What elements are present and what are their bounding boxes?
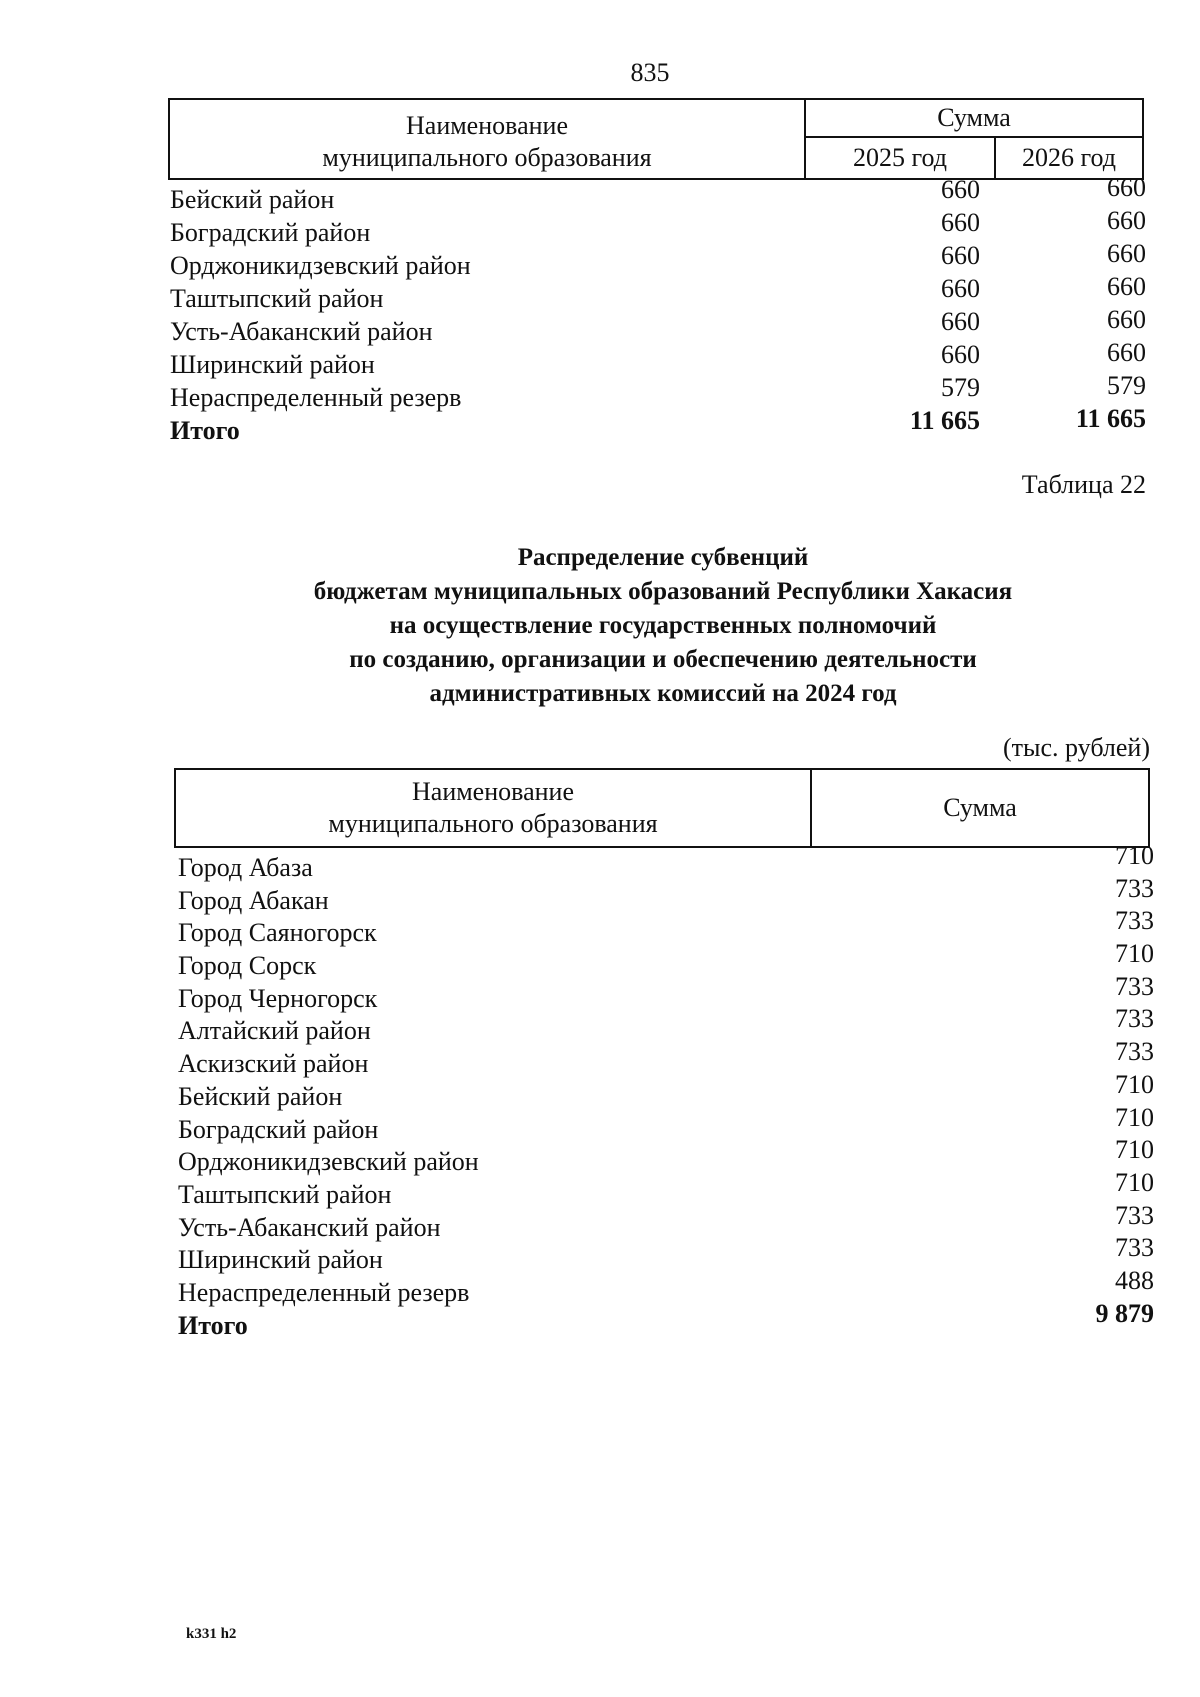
row-value: 710 bbox=[1115, 939, 1154, 969]
row-value-2026: 579 bbox=[1107, 371, 1146, 400]
total-value: 9 879 bbox=[1095, 1298, 1154, 1328]
row-value: 733 bbox=[1115, 873, 1154, 903]
row-name: Бейский район bbox=[178, 1081, 343, 1111]
total-value-2025: 11 665 bbox=[909, 406, 980, 435]
table2-body bbox=[178, 841, 1154, 1341]
title-line: административных комиссий на 2024 год bbox=[429, 680, 897, 707]
total-label: Итого bbox=[178, 1310, 248, 1340]
title-line: бюджетам муниципальных образований Республики Хакасия bbox=[313, 578, 1013, 605]
document-title bbox=[0, 541, 1200, 711]
table1-row bbox=[170, 239, 1146, 282]
row-value: 488 bbox=[1115, 1265, 1154, 1295]
row-name: Аскизский район bbox=[178, 1049, 369, 1079]
row-name: Город Черногорск bbox=[178, 983, 378, 1013]
row-value: 710 bbox=[1115, 1135, 1154, 1165]
table1-row bbox=[170, 173, 1146, 216]
row-name: Усть-Абаканский район bbox=[178, 1212, 441, 1242]
table2-row bbox=[178, 1200, 1154, 1244]
table1-row bbox=[170, 371, 1146, 414]
total-value-2026: 11 665 bbox=[1075, 404, 1146, 433]
table1-row bbox=[170, 272, 1146, 315]
row-name: Нераспределенный резерв bbox=[170, 383, 462, 412]
table2-sum-header: Сумма bbox=[943, 793, 1017, 822]
table1-year1-header: 2025 год bbox=[806, 138, 996, 178]
table2-total-row bbox=[178, 1298, 1154, 1342]
table2-row bbox=[178, 1233, 1154, 1276]
table1-row bbox=[170, 206, 1146, 249]
row-name: Город Сорск bbox=[178, 951, 317, 981]
title-line: по созданию, организации и обеспечению деятельности bbox=[349, 646, 977, 673]
row-name: Город Саяногорск bbox=[178, 918, 377, 948]
table1-name-header bbox=[170, 100, 806, 178]
row-name: Город Абакан bbox=[178, 885, 329, 915]
page-number: 835 bbox=[630, 58, 670, 87]
row-name: Нераспределенный резерв bbox=[178, 1277, 470, 1307]
row-name: Таштыпский район bbox=[178, 1179, 392, 1209]
row-value-2025: 660 bbox=[941, 340, 980, 369]
row-name: Алтайский район bbox=[178, 1016, 371, 1046]
table1-total-row bbox=[170, 404, 1146, 447]
row-value: 710 bbox=[1115, 1102, 1154, 1132]
row-name: Ширинский район bbox=[178, 1245, 383, 1275]
row-name: Ширинский район bbox=[170, 350, 375, 379]
row-value-2026: 660 bbox=[1107, 239, 1146, 268]
table2-row bbox=[178, 841, 1154, 884]
table2-name-header bbox=[176, 770, 812, 846]
table1-body bbox=[170, 173, 1146, 447]
title-line: на осуществление государственных полномочий bbox=[389, 612, 937, 639]
table2-row bbox=[178, 1135, 1154, 1178]
row-name: Усть-Абаканский район bbox=[170, 317, 433, 346]
row-name: Таштыпский район bbox=[170, 284, 384, 313]
row-value-2026: 660 bbox=[1107, 173, 1146, 202]
table2-name-header-line1: Наименование bbox=[412, 777, 574, 806]
table2-row bbox=[178, 939, 1154, 982]
total-label: Итого bbox=[170, 416, 240, 445]
table2-row bbox=[178, 971, 1154, 1015]
row-value: 733 bbox=[1115, 1037, 1154, 1067]
row-value: 710 bbox=[1115, 1069, 1154, 1099]
row-name: Орджоникидзевский район bbox=[178, 1147, 479, 1177]
row-value-2025: 660 bbox=[941, 208, 980, 237]
row-value-2025: 660 bbox=[941, 307, 980, 336]
row-value: 733 bbox=[1115, 906, 1154, 936]
row-name: Город Абаза bbox=[178, 853, 313, 882]
row-value: 710 bbox=[1115, 841, 1154, 870]
row-value-2025: 660 bbox=[941, 241, 980, 270]
table1-row bbox=[170, 338, 1146, 381]
row-name: Боградский район bbox=[170, 218, 371, 247]
table2-row bbox=[178, 1265, 1154, 1309]
table2-row bbox=[178, 1004, 1154, 1047]
row-name: Боградский район bbox=[178, 1114, 379, 1144]
row-name: Орджоникидзевский район bbox=[170, 251, 471, 280]
row-name: Бейский район bbox=[170, 185, 335, 214]
row-value: 710 bbox=[1115, 1167, 1154, 1197]
table2-row bbox=[178, 1167, 1154, 1211]
table1-name-header-line2: муниципального образования bbox=[322, 143, 652, 172]
table1-sum-header: Сумма bbox=[806, 100, 1142, 138]
row-value: 733 bbox=[1115, 1004, 1154, 1034]
table2-row bbox=[178, 873, 1154, 917]
table2-name-header-line2: муниципального образования bbox=[328, 809, 658, 838]
table2-header bbox=[174, 768, 1150, 848]
table1-year2-header: 2026 год bbox=[1022, 143, 1116, 172]
table2-row bbox=[178, 906, 1154, 949]
row-value-2025: 579 bbox=[941, 373, 980, 402]
unit-label: (тыс. рублей) bbox=[1002, 733, 1150, 762]
row-value: 733 bbox=[1115, 1200, 1154, 1230]
row-value-2025: 660 bbox=[941, 274, 980, 303]
row-value-2025: 660 bbox=[941, 175, 980, 204]
table2-row bbox=[178, 1037, 1154, 1080]
table2-row bbox=[178, 1102, 1154, 1146]
row-value-2026: 660 bbox=[1107, 272, 1146, 301]
row-value-2026: 660 bbox=[1107, 338, 1146, 367]
table1-row bbox=[170, 305, 1146, 348]
row-value: 733 bbox=[1115, 971, 1154, 1001]
title-line: Распределение субвенций bbox=[517, 544, 809, 571]
row-value-2026: 660 bbox=[1107, 206, 1146, 235]
table1-header bbox=[168, 98, 1144, 180]
footer-code: k331 h2 bbox=[186, 1626, 237, 1642]
row-value-2026: 660 bbox=[1107, 305, 1146, 334]
table2-row bbox=[178, 1069, 1154, 1113]
table-number-label: Таблица 22 bbox=[1021, 470, 1146, 499]
row-value: 733 bbox=[1115, 1233, 1154, 1263]
table1-name-header-line1: Наименование bbox=[406, 111, 568, 140]
